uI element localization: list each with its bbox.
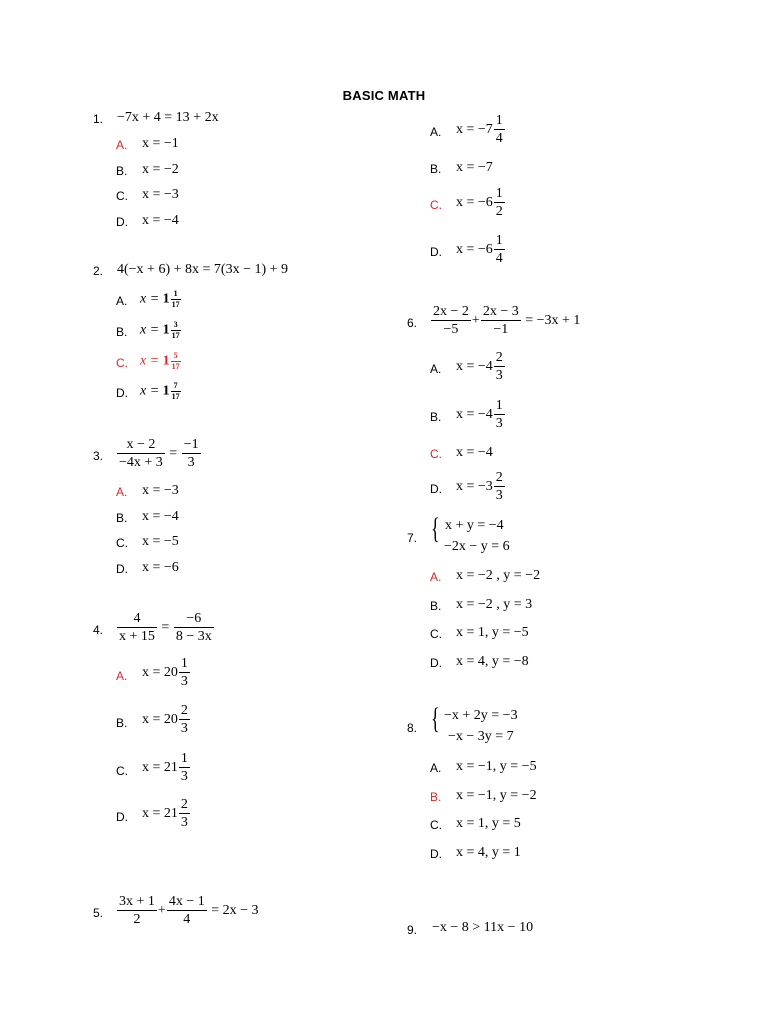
option-label[interactable]: A. xyxy=(430,570,442,584)
option-answer: x = −1 xyxy=(142,136,179,151)
option-answer: x = 1 $\frac{3}{17}$ xyxy=(140,320,180,340)
option-label[interactable]: D. xyxy=(430,245,442,259)
option-answer: x = −3 $\frac{2}{3}$ xyxy=(456,470,503,503)
option-label[interactable]: D. xyxy=(430,847,442,861)
option-answer: x = −7 $\frac{1}{4}$ xyxy=(456,113,503,146)
option-answer: x = 20 $\frac{2}{3}$ xyxy=(142,703,188,736)
question-number: 9. xyxy=(407,923,418,937)
system-brace: { xyxy=(431,512,440,545)
page-title: BASIC MATH xyxy=(342,88,426,103)
option-label[interactable]: C. xyxy=(430,818,442,832)
option-answer: x = 21 $\frac{2}{3}$ xyxy=(142,797,188,830)
option-answer: x = 1, y = −5 xyxy=(456,625,529,640)
option-answer: x = −4 $\frac{2}{3}$ xyxy=(456,350,503,383)
option-label[interactable]: C. xyxy=(430,198,442,212)
option-answer: x = −7 xyxy=(456,160,493,175)
option-answer: x = −3 xyxy=(142,187,179,202)
option-label[interactable]: D. xyxy=(116,386,128,400)
question-number: 7. xyxy=(407,531,418,545)
option-answer: x = 1, y = 5 xyxy=(456,816,521,831)
question-number: 8. xyxy=(407,721,418,735)
equation: 4(−x + 6) + 8x = 7(3x − 1) + 9 xyxy=(117,262,289,277)
question-number: 6. xyxy=(407,316,418,330)
option-answer: x = 21 $\frac{1}{3}$ xyxy=(142,751,188,784)
equation: $\frac{4}{x + 15}$ = $\frac{-6}{8 - 3x}$ xyxy=(119,611,212,644)
equation: $\frac{3x + 1}{2}$ + $\frac{4x - 1}{4}$ = 2x − 3 xyxy=(119,894,259,927)
system-line: −x − 3y = 7 xyxy=(448,729,514,744)
system-brace: { xyxy=(431,702,440,735)
option-answer: x = −2 , y = −2 xyxy=(456,568,541,583)
option-label[interactable]: A. xyxy=(430,125,442,139)
option-answer: x = −4 xyxy=(142,213,179,228)
system-line: −x + 2y = −3 xyxy=(444,708,518,723)
option-answer: x = −1, y = −5 xyxy=(456,759,537,774)
option-answer: x = −2 , y = 3 xyxy=(456,597,533,612)
option-label[interactable]: A. xyxy=(430,362,442,376)
option-answer: x = 4, y = 1 xyxy=(456,845,521,860)
option-label[interactable]: A. xyxy=(116,294,128,308)
option-label[interactable]: A. xyxy=(430,761,442,775)
equation: −7x + 4 = 13 + 2x xyxy=(117,110,219,125)
question-number: 2. xyxy=(93,264,104,278)
option-answer: x = −5 xyxy=(142,534,179,549)
option-label[interactable]: A. xyxy=(116,138,128,152)
option-label[interactable]: D. xyxy=(430,482,442,496)
option-label[interactable]: B. xyxy=(116,716,128,730)
equation-system xyxy=(444,705,518,747)
option-answer: x = −6 $\frac{1}{2}$ xyxy=(456,186,503,219)
option-answer: x = −4 $\frac{1}{3}$ xyxy=(456,398,503,431)
equation: −x − 8 > 11x − 10 xyxy=(432,920,534,935)
question-number: 4. xyxy=(93,623,104,637)
option-label[interactable]: B. xyxy=(430,599,442,613)
option-answer: x = 4, y = −8 xyxy=(456,654,529,669)
option-label[interactable]: C. xyxy=(116,356,128,370)
option-label[interactable]: B. xyxy=(430,410,442,424)
option-label[interactable]: C. xyxy=(116,764,128,778)
option-answer: x = −4 xyxy=(456,445,493,460)
option-label[interactable]: D. xyxy=(430,656,442,670)
question-number: 3. xyxy=(93,449,104,463)
option-label[interactable]: A. xyxy=(116,669,128,683)
option-label[interactable]: B. xyxy=(116,511,128,525)
question-number: 5. xyxy=(93,906,104,920)
option-label[interactable]: A. xyxy=(116,485,128,499)
option-answer: x = 20 $\frac{1}{3}$ xyxy=(142,656,188,689)
option-answer: x = 1 $\frac{7}{17}$ xyxy=(140,381,180,401)
question-number: 1. xyxy=(93,112,104,126)
option-label[interactable]: D. xyxy=(116,215,128,229)
system-line: −2x − y = 6 xyxy=(444,539,510,554)
equation: $\frac{2x - 2}{-5}$ + $\frac{2x - 3}{-1}$ = −3x + 1 xyxy=(433,304,581,337)
option-label[interactable]: C. xyxy=(116,189,128,203)
option-answer: x = −6 $\frac{1}{4}$ xyxy=(456,233,503,266)
option-label[interactable]: B. xyxy=(430,790,442,804)
option-label[interactable]: B. xyxy=(116,325,128,339)
option-label[interactable]: C. xyxy=(116,536,128,550)
option-answer: x = −1, y = −2 xyxy=(456,788,537,803)
option-label[interactable]: D. xyxy=(116,810,128,824)
option-answer: x = −3 xyxy=(142,483,179,498)
option-label[interactable]: C. xyxy=(430,627,442,641)
option-answer: x = 1 $\frac{5}{17}$ xyxy=(140,351,180,371)
option-answer: x = −6 xyxy=(142,560,179,575)
option-label[interactable]: B. xyxy=(430,162,442,176)
option-answer: x = −4 xyxy=(142,509,179,524)
equation-system xyxy=(444,515,510,557)
option-label[interactable]: C. xyxy=(430,447,442,461)
option-answer: x = 1 $\frac{1}{17}$ xyxy=(140,289,180,309)
system-line: x + y = −4 xyxy=(445,518,504,533)
option-label[interactable]: D. xyxy=(116,562,128,576)
option-label[interactable]: B. xyxy=(116,164,128,178)
equation: $\frac{x - 2}{-4x + 3}$ = $\frac{-1}{3}$ xyxy=(119,437,199,470)
option-answer: x = −2 xyxy=(142,162,179,177)
